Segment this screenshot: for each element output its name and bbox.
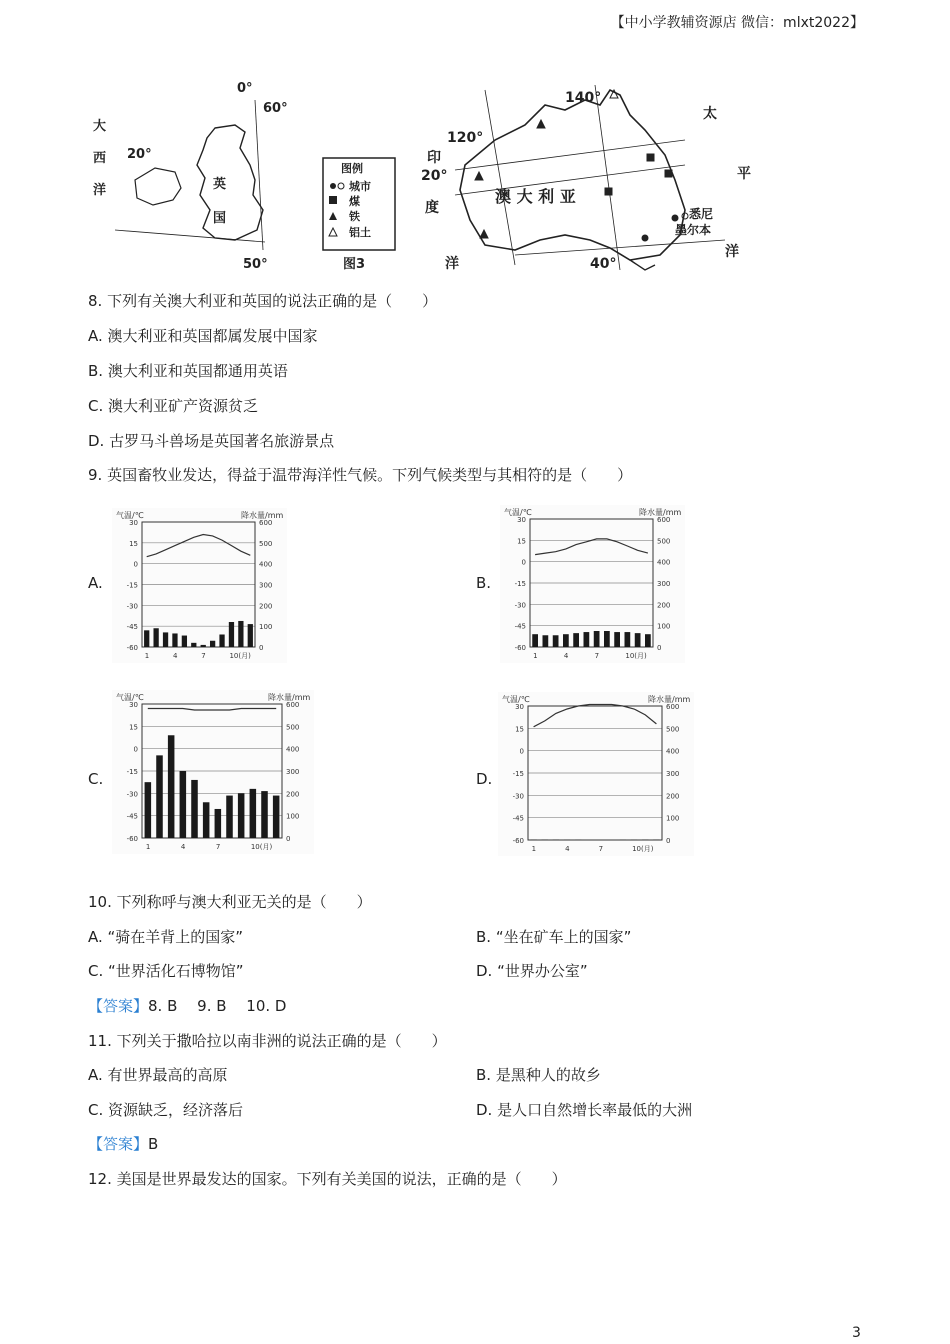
precip-tick-label: 300 bbox=[286, 768, 300, 776]
precip-bar bbox=[153, 628, 158, 647]
answer-text: B bbox=[148, 1135, 159, 1153]
q9-option-c: C. bbox=[88, 770, 104, 788]
temperature-line bbox=[147, 535, 251, 557]
y2-axis-label: 降水量/mm bbox=[241, 511, 284, 520]
q9-option-d: D. bbox=[476, 770, 493, 788]
precip-tick-label: 600 bbox=[286, 701, 300, 709]
melbourne-label: 墨尔本 bbox=[675, 223, 712, 237]
legend-bauxite: 铝土 bbox=[349, 226, 371, 239]
temp-tick-label: -15 bbox=[126, 581, 138, 590]
temp-tick-label: -30 bbox=[512, 792, 524, 801]
precip-tick-label: 600 bbox=[666, 703, 680, 711]
precip-bar bbox=[604, 631, 610, 647]
temp-tick-label: -30 bbox=[126, 790, 138, 799]
temp-tick-label: -60 bbox=[126, 835, 138, 843]
x-tick-label: 7 bbox=[594, 652, 600, 660]
precip-tick-label: 200 bbox=[259, 602, 273, 611]
aus-lon140-label: 140° bbox=[565, 90, 602, 106]
x-tick-label: 10(月) bbox=[250, 843, 273, 851]
climate-chart-a bbox=[112, 508, 287, 663]
q11-option-a: A. 有世界最高的高原 bbox=[88, 1066, 228, 1084]
legend-title: 图例 bbox=[341, 162, 363, 175]
x-tick-label: 7 bbox=[598, 845, 604, 853]
q9-option-b: B. bbox=[476, 574, 492, 592]
precip-tick-label: 200 bbox=[657, 601, 671, 610]
y2-axis-label: 降水量/mm bbox=[639, 508, 682, 517]
temp-tick-label: 15 bbox=[129, 723, 138, 732]
climate-chart-b bbox=[500, 505, 685, 663]
answer-tag: 【答案】 bbox=[88, 997, 149, 1015]
x-tick-label: 4 bbox=[180, 843, 186, 851]
aus-lat20-label: 20° bbox=[421, 168, 448, 184]
precip-bar bbox=[226, 796, 233, 838]
y2-axis-label: 降水量/mm bbox=[268, 693, 311, 702]
temp-tick-label: -45 bbox=[512, 814, 524, 823]
q10-option-c: C. “世界活化石博物馆” bbox=[88, 962, 244, 980]
precip-tick-label: 100 bbox=[666, 814, 680, 823]
precip-tick-label: 0 bbox=[286, 835, 291, 843]
x-tick-label: 4 bbox=[172, 652, 178, 660]
q8-option-a: A. 澳大利亚和英国都属发展中国家 bbox=[88, 327, 318, 345]
precip-bar bbox=[625, 632, 631, 647]
x-tick-label: 10(月) bbox=[632, 845, 654, 853]
q12-stem: 12. 美国是世界最发达的国家。下列有关美国的说法，正确的是（ ） bbox=[88, 1170, 567, 1188]
precip-bar bbox=[191, 643, 196, 647]
temp-tick-label: 0 bbox=[519, 747, 524, 756]
precip-tick-label: 400 bbox=[259, 560, 273, 569]
precip-tick-label: 0 bbox=[666, 837, 671, 845]
temp-tick-label: -45 bbox=[514, 622, 526, 631]
precip-bar bbox=[156, 755, 163, 838]
temperature-line bbox=[148, 709, 276, 711]
map-figure bbox=[85, 70, 765, 275]
city-circle-icon bbox=[338, 183, 344, 189]
y-axis-label: 气温/℃ bbox=[504, 508, 532, 517]
legend-city: 城市 bbox=[349, 180, 371, 193]
precip-bar bbox=[191, 780, 198, 838]
x-tick-label: 7 bbox=[215, 843, 221, 851]
x-tick-label: 1 bbox=[145, 843, 151, 851]
answer-block-2 bbox=[88, 1133, 158, 1154]
temp-tick-label: -60 bbox=[512, 837, 524, 845]
q10-option-b: B. “坐在矿车上的国家” bbox=[476, 928, 632, 946]
uk-lat20-label: 20° bbox=[127, 147, 152, 162]
indian-ocean-char-3: 洋 bbox=[445, 256, 459, 272]
pacific-ocean-char-3: 洋 bbox=[725, 244, 739, 260]
pacific-ocean-char-2: 平 bbox=[737, 166, 751, 182]
q11-option-d: D. 是人口自然增长率最低的大洲 bbox=[476, 1101, 693, 1119]
precip-bar bbox=[584, 632, 590, 647]
legend-iron: 铁 bbox=[349, 210, 360, 223]
temp-tick-label: -30 bbox=[514, 601, 526, 610]
aus-lon120-label: 120° bbox=[447, 130, 484, 146]
q11-option-b: B. 是黑种人的故乡 bbox=[476, 1066, 601, 1084]
precip-bar bbox=[210, 641, 215, 647]
y-axis-label: 气温/℃ bbox=[116, 511, 144, 520]
temp-tick-label: -60 bbox=[514, 644, 526, 652]
precip-tick-label: 400 bbox=[657, 558, 671, 567]
temp-tick-label: -15 bbox=[514, 580, 526, 588]
precip-bar bbox=[261, 791, 268, 838]
y2-axis-label: 降水量/mm bbox=[648, 695, 691, 704]
answer-tag: 【答案】 bbox=[88, 1135, 149, 1153]
q10-stem: 10. 下列称呼与澳大利亚无关的是（ ） bbox=[88, 893, 372, 911]
precip-bar bbox=[145, 782, 152, 838]
precip-tick-label: 500 bbox=[286, 723, 300, 732]
figure-label: 图3 bbox=[343, 257, 366, 272]
bauxite-triangle-icon bbox=[329, 228, 337, 236]
legend-coal: 煤 bbox=[349, 195, 360, 208]
temp-tick-label: 15 bbox=[515, 725, 524, 734]
y-axis-label: 气温/℃ bbox=[116, 693, 144, 702]
temp-tick-label: 30 bbox=[515, 703, 524, 711]
q10-option-a: A. “骑在羊背上的国家” bbox=[88, 928, 244, 946]
temperature-line bbox=[534, 705, 657, 727]
precip-tick-label: 200 bbox=[286, 790, 300, 799]
australia-label: 澳 大 利 亚 bbox=[495, 187, 576, 206]
precip-bar bbox=[273, 796, 280, 838]
q11-stem: 11. 下列关于撒哈拉以南非洲的说法正确的是（ ） bbox=[88, 1032, 447, 1050]
map-legend bbox=[323, 158, 395, 272]
q9-option-a: A. bbox=[88, 574, 103, 592]
q8-stem: 8. 下列有关澳大利亚和英国的说法正确的是（ ） bbox=[88, 292, 438, 310]
precip-bar bbox=[635, 633, 641, 647]
precip-tick-label: 500 bbox=[666, 725, 680, 734]
precip-tick-label: 500 bbox=[259, 539, 273, 548]
page-number: 3 bbox=[852, 1325, 861, 1341]
temperature-line bbox=[535, 539, 648, 555]
precip-bar bbox=[144, 630, 149, 647]
precip-bar bbox=[163, 632, 168, 647]
australia-map bbox=[455, 85, 725, 270]
header-watermark: 【中小学教辅资源店 微信：mlxt2022】 bbox=[610, 15, 864, 31]
temp-tick-label: 30 bbox=[517, 516, 526, 524]
precip-bar bbox=[553, 635, 559, 647]
temp-tick-label: -15 bbox=[512, 770, 524, 778]
precip-tick-label: 300 bbox=[666, 770, 680, 778]
precip-tick-label: 600 bbox=[259, 519, 273, 527]
precip-bar bbox=[238, 621, 243, 647]
precip-tick-label: 200 bbox=[666, 792, 680, 801]
precip-bar bbox=[172, 633, 177, 647]
temp-tick-label: -60 bbox=[126, 644, 138, 652]
precip-bar bbox=[614, 632, 620, 647]
x-tick-label: 10(月) bbox=[625, 652, 647, 660]
uk-ocean-char-1: 大 bbox=[93, 119, 107, 134]
pacific-ocean-char-1: 太 bbox=[703, 106, 717, 122]
precip-bar bbox=[168, 735, 175, 838]
x-tick-label: 1 bbox=[144, 652, 150, 660]
climate-chart-c bbox=[112, 690, 314, 854]
temp-tick-label: -45 bbox=[126, 623, 138, 632]
precip-bar bbox=[201, 645, 206, 647]
x-tick-label: 1 bbox=[533, 652, 538, 660]
temp-tick-label: -15 bbox=[126, 768, 138, 776]
precip-bar bbox=[182, 636, 187, 647]
sydney-label: 悉尼 bbox=[689, 207, 714, 221]
precip-tick-label: 300 bbox=[259, 581, 273, 590]
answer-block-1 bbox=[88, 995, 286, 1016]
precip-bar bbox=[573, 633, 579, 647]
uk-lat0-label: 0° bbox=[237, 81, 253, 96]
aus-lat40-label: 40° bbox=[590, 256, 617, 272]
temp-tick-label: -30 bbox=[126, 602, 138, 611]
precip-tick-label: 100 bbox=[286, 812, 300, 821]
answer-text: 8. B 9. B 10. D bbox=[148, 997, 287, 1015]
uk-country-char-1: 英 bbox=[213, 177, 227, 192]
uk-country-char-2: 国 bbox=[213, 211, 227, 226]
precip-tick-label: 100 bbox=[259, 623, 273, 632]
precip-bar bbox=[219, 635, 224, 648]
uk-ocean-char-2: 西 bbox=[93, 151, 107, 166]
precip-tick-label: 0 bbox=[657, 644, 662, 652]
precip-bar bbox=[543, 635, 549, 647]
q9-stem: 9. 英国畜牧业发达，得益于温带海洋性气候。下列气候类型与其相符的是（ ） bbox=[88, 466, 633, 484]
iron-triangle-icon bbox=[329, 212, 337, 220]
x-tick-label: 1 bbox=[531, 845, 537, 853]
temp-tick-label: 0 bbox=[133, 560, 138, 569]
precip-bar bbox=[238, 793, 245, 838]
precip-bar bbox=[203, 802, 210, 838]
precip-tick-label: 500 bbox=[657, 537, 671, 546]
precip-tick-label: 600 bbox=[657, 516, 671, 524]
x-tick-label: 4 bbox=[565, 845, 570, 853]
indian-ocean-char-2: 度 bbox=[425, 200, 439, 216]
temp-tick-label: 15 bbox=[517, 537, 526, 546]
precip-bar bbox=[250, 789, 257, 838]
precip-bar bbox=[180, 771, 187, 838]
uk-lat50-label: 50° bbox=[243, 257, 268, 272]
temp-tick-label: 30 bbox=[129, 701, 138, 709]
indian-ocean-char-1: 印 bbox=[427, 150, 441, 166]
climate-chart-d bbox=[498, 692, 694, 856]
precip-tick-label: 400 bbox=[286, 745, 300, 754]
x-tick-label: 7 bbox=[201, 652, 206, 660]
temp-tick-label: 30 bbox=[129, 519, 138, 527]
temp-tick-label: 0 bbox=[521, 558, 526, 567]
uk-ocean-char-3: 洋 bbox=[93, 183, 107, 198]
city-dot-icon bbox=[330, 183, 336, 189]
uk-map bbox=[115, 100, 265, 250]
precip-tick-label: 100 bbox=[657, 622, 671, 631]
precip-tick-label: 300 bbox=[657, 580, 671, 588]
y-axis-label: 气温/℃ bbox=[502, 695, 530, 704]
q10-option-d: D. “世界办公室” bbox=[476, 962, 588, 980]
temp-tick-label: 15 bbox=[129, 539, 138, 548]
uk-lon60-label: 60° bbox=[263, 101, 288, 116]
x-tick-label: 10(月) bbox=[229, 652, 251, 660]
precip-bar bbox=[248, 624, 253, 647]
temp-tick-label: -45 bbox=[126, 812, 138, 821]
precip-bar bbox=[532, 634, 538, 647]
q8-option-d: D. 古罗马斗兽场是英国著名旅游景点 bbox=[88, 432, 335, 450]
precip-bar bbox=[645, 634, 651, 647]
coal-square-icon bbox=[329, 196, 337, 204]
q8-option-b: B. 澳大利亚和英国都通用英语 bbox=[88, 362, 288, 380]
x-tick-label: 4 bbox=[563, 652, 569, 660]
precip-tick-label: 400 bbox=[666, 747, 680, 756]
precip-bar bbox=[594, 631, 600, 647]
q8-option-c: C. 澳大利亚矿产资源贫乏 bbox=[88, 397, 259, 415]
precip-bar bbox=[215, 809, 222, 838]
precip-bar bbox=[229, 622, 234, 647]
precip-tick-label: 0 bbox=[259, 644, 264, 652]
q11-option-c: C. 资源缺乏，经济落后 bbox=[88, 1101, 244, 1119]
temp-tick-label: 0 bbox=[133, 745, 138, 754]
precip-bar bbox=[563, 634, 569, 647]
